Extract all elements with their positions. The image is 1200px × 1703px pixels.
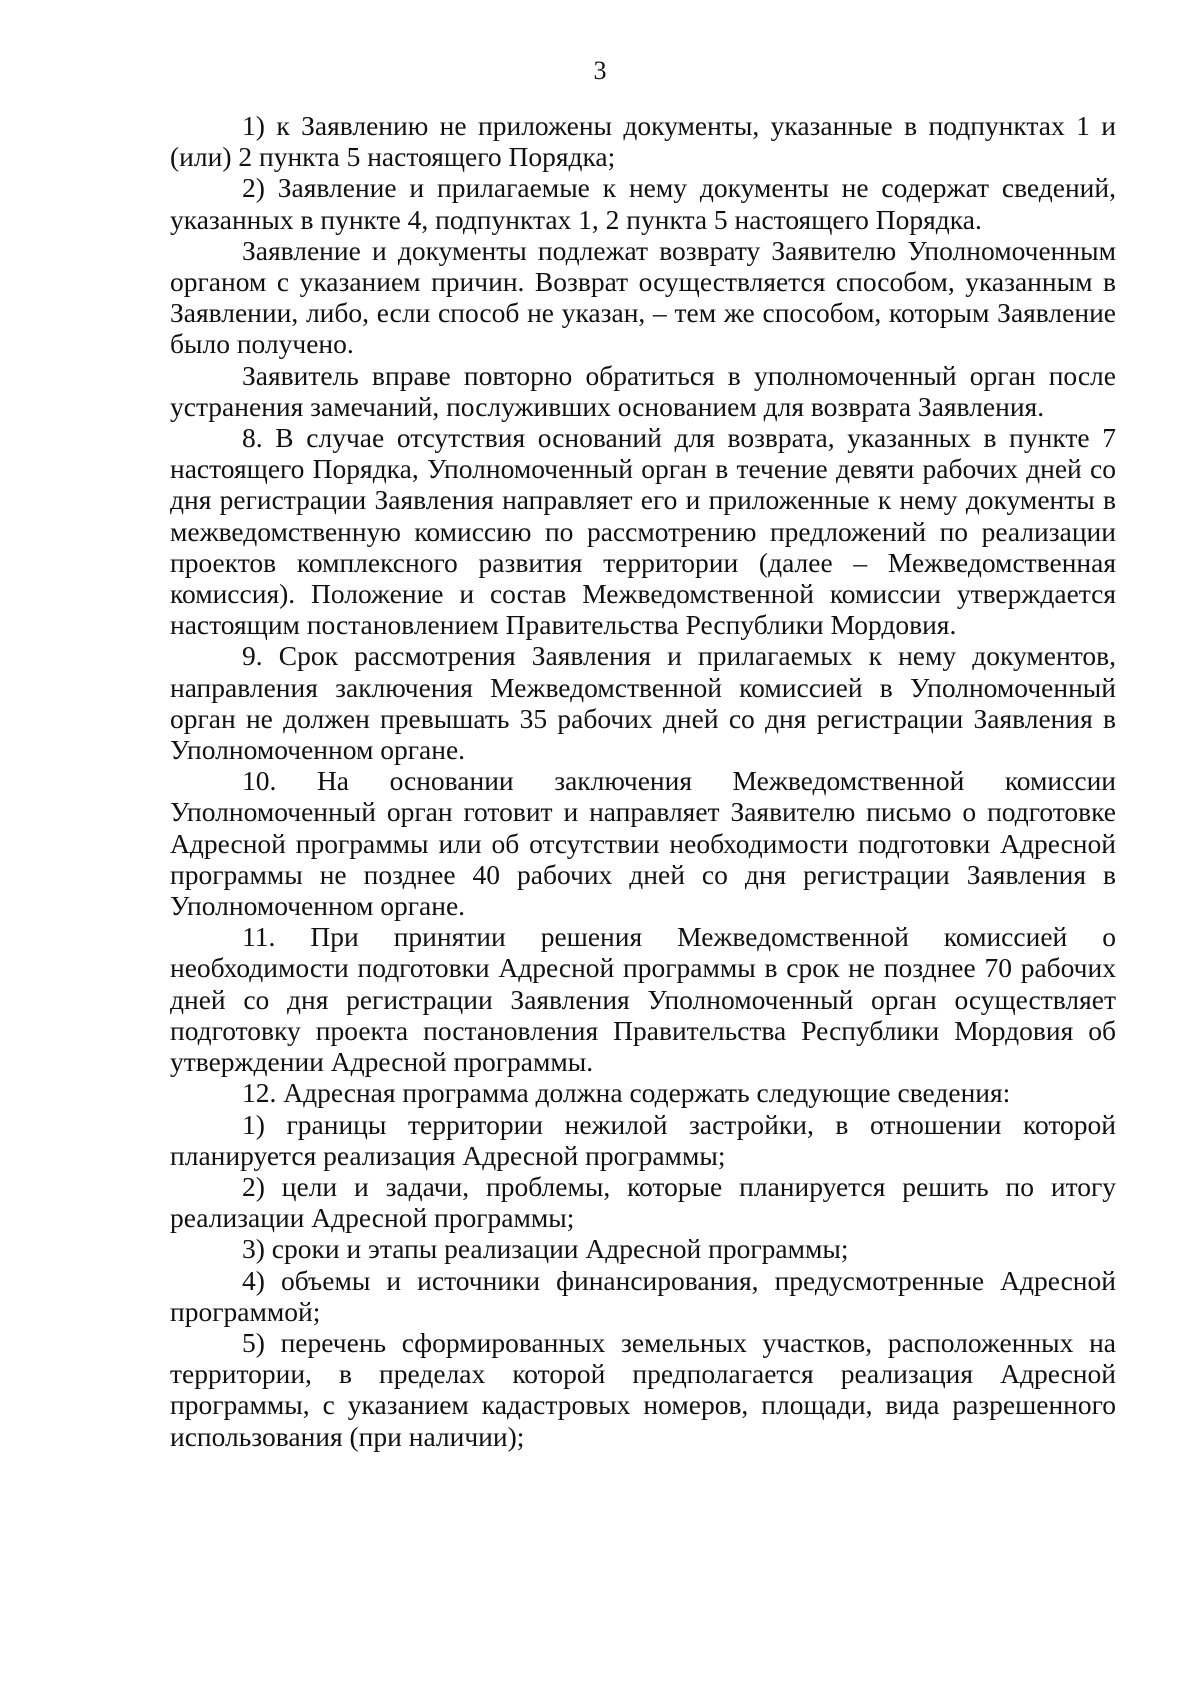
paragraph-1: 1) к Заявлению не приложены документы, указанные в подпунктах 1 и (или) 2 пункта 5 настоящего Порядка;: [170, 110, 1116, 173]
document-body: [170, 110, 1116, 1452]
paragraph-8: 11. При принятии решения Межведомственной комиссией о необходимости подготовки Адресной программы в срок не позднее 70 рабочих дней со дня регистрации Заявления Уполномоченный орган осуществляет подготовку проекта постановления Правительства Республики Мордовия об утверждении Адресной программы.: [170, 921, 1116, 1078]
paragraph-11: 2) цели и задачи, проблемы, которые планируется решить по итогу реализации Адресной программы;: [170, 1170, 1116, 1234]
paragraph-14: 5) перечень сформированных земельных участков, расположенных на территории, в пределах которой предполагается реализация Адресной программы, с указанием кадастровых номеров, площади, вида разрешенного использования (при наличии);: [170, 1326, 1116, 1452]
paragraph-5: 8. В случае отсутствия оснований для возврата, указанных в пункте 7 настоящего Порядка, Уполномоченный орган в течение девяти рабочих дней со дня регистрации Заявления направляет его и приложенные к нему документы в межведомственную комиссию по рассмотрению предложений по реализации проектов комплексного развития территории (далее – Межведомственная комиссия). Положение и состав Межведомственной комиссии утверждается настоящим постановлением Правительства Республики Мордовия.: [170, 422, 1116, 641]
paragraph-12: 3) сроки и этапы реализации Адресной программы;: [242, 1233, 849, 1265]
paragraph-2: 2) Заявление и прилагаемые к нему документы не содержат сведений, указанных в пункте 4, подпунктах 1, 2 пункта 5 настоящего Порядка.: [170, 172, 1116, 235]
page-number: 3: [593, 56, 607, 85]
paragraph-3: Заявление и документы подлежат возврату Заявителю Уполномоченным органом с указанием причин. Возврат осуществляется способом, указанным в Заявлении, либо, если способ не указан, – тем же способом, которым Заявление было получено.: [170, 234, 1116, 360]
paragraph-13: 4) объемы и источники финансирования, предусмотренные Адресной программой;: [170, 1264, 1116, 1327]
paragraph-9: 12. Адресная программа должна содержать следующие сведения:: [242, 1077, 1011, 1109]
paragraph-10: 1) границы территории нежилой застройки, в отношении которой планируется реализация Адресной программы;: [170, 1108, 1116, 1171]
paragraph-6: 9. Срок рассмотрения Заявления и прилагаемых к нему документов, направления заключения Межведомственной комиссией в Уполномоченный орган не должен превышать 35 рабочих дней со дня регистрации Заявления в Уполномоченном органе.: [170, 640, 1116, 766]
paragraph-4: Заявитель вправе повторно обратиться в уполномоченный орган после устранения замечаний, послуживших основанием для возврата Заявления.: [170, 359, 1116, 422]
paragraph-7: 10. На основании заключения Межведомственной комиссии Уполномоченный орган готовит и направляет Заявителю письмо о подготовке Адресной программы или об отсутствии необходимости подготовки Адресной программы не позднее 40 рабочих дней со дня регистрации Заявления в Уполномоченном органе.: [170, 765, 1116, 922]
